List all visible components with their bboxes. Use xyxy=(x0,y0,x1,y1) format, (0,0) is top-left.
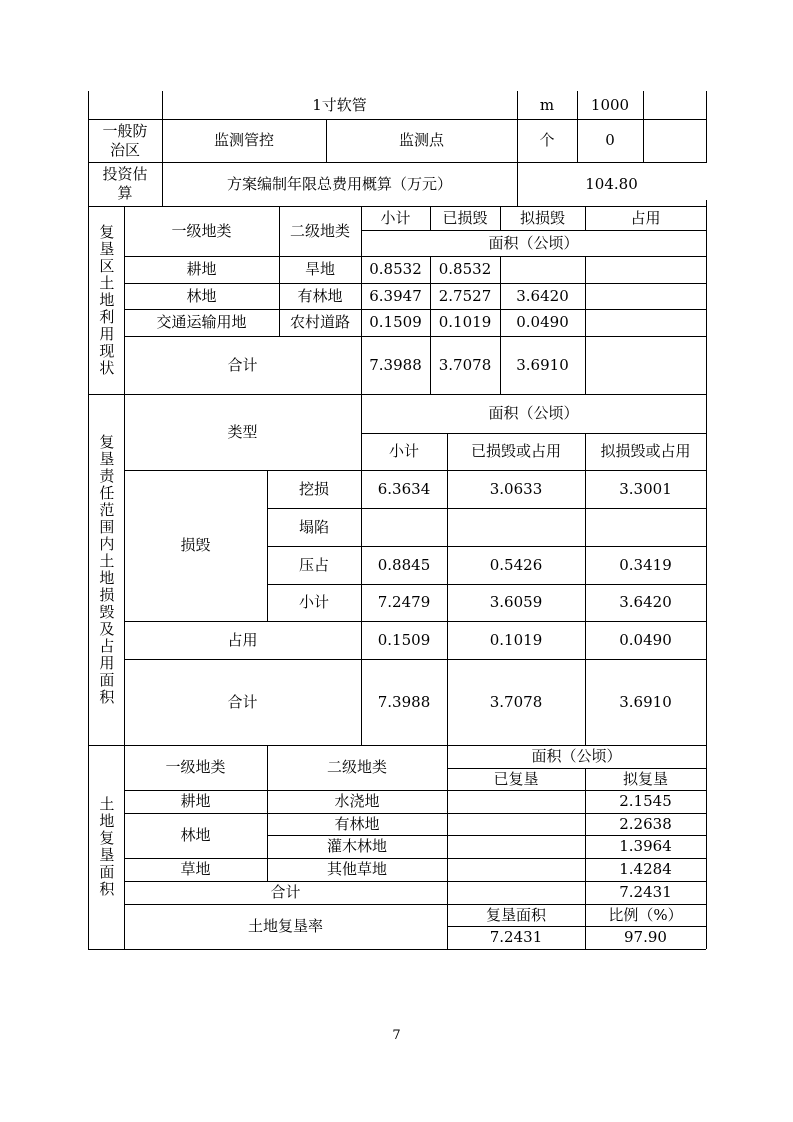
table-cell: 压占 xyxy=(298,555,329,574)
reclaim-rate-area: 7.2431 xyxy=(489,928,543,947)
reclaim-rate-header-area: 复垦面积 xyxy=(485,905,546,924)
reclaim-header-done: 已复垦 xyxy=(493,769,539,788)
table-cell: 林地 xyxy=(186,286,217,305)
reclaim-header-class1: 一级地类 xyxy=(165,758,226,777)
page-number: 7 xyxy=(392,1028,401,1043)
table-cell: 3.7078 xyxy=(438,355,492,374)
top-row1-item: 1寸软管 xyxy=(312,95,367,114)
table-cell: 3.6910 xyxy=(516,355,569,374)
current-header-class2: 二级地类 xyxy=(289,221,350,240)
table-cell: 7.3988 xyxy=(369,355,422,374)
rule xyxy=(643,91,644,162)
table-cell: 3.6910 xyxy=(619,692,672,711)
current-header-damaged: 已损毁 xyxy=(442,208,488,227)
table-cell: 0.1019 xyxy=(438,313,492,332)
damage-header-done: 已损毁或占用 xyxy=(470,442,561,461)
table-cell xyxy=(585,336,706,394)
top-row2-item1: 监测管控 xyxy=(213,131,274,150)
table-cell: 6.3947 xyxy=(369,286,422,305)
reclaim-header-area: 面积（公顷） xyxy=(531,747,622,766)
table-cell: 3.6420 xyxy=(619,593,672,612)
table-cell xyxy=(447,790,585,813)
table-cell: 其他草地 xyxy=(326,860,387,879)
top-row3-item: 方案编制年限总费用概算（万元） xyxy=(226,174,452,193)
top-row1-qty: 1000 xyxy=(590,95,630,114)
current-header-sub: 小计 xyxy=(380,208,411,227)
table-cell: 7.2479 xyxy=(377,593,431,612)
reclaim-rate-ratio: 97.90 xyxy=(624,928,667,947)
damage-header-area: 面积（公顷） xyxy=(488,404,579,423)
top-row2-label: 一般防 治区 xyxy=(102,121,148,159)
table-cell: 耕地 xyxy=(180,792,211,811)
table-cell xyxy=(447,813,585,835)
damage-header-type: 类型 xyxy=(227,422,258,441)
current-header-todamage: 拟损毁 xyxy=(519,208,565,227)
table-cell: 挖损 xyxy=(298,479,329,498)
reclaim-header-class2: 二级地类 xyxy=(326,758,387,777)
reclaim-total-label: 合计 xyxy=(270,883,301,902)
current-total-label: 合计 xyxy=(227,355,258,374)
table-cell: 水浇地 xyxy=(334,792,380,811)
current-header-class1: 一级地类 xyxy=(171,221,232,240)
top-row2-item2: 监测点 xyxy=(398,131,444,150)
reclaim-section-label: 土地复垦面积 xyxy=(97,796,116,898)
table-cell xyxy=(585,508,706,546)
table-cell: 2.1545 xyxy=(619,792,672,811)
table-cell: 0.8532 xyxy=(369,260,422,279)
table-cell: 3.6059 xyxy=(489,593,543,612)
table-cell xyxy=(447,858,585,881)
reclaim-rate-header-ratio: 比例（%） xyxy=(608,905,683,924)
table-cell: 旱地 xyxy=(304,260,335,279)
reclaim-rate-label: 土地复垦率 xyxy=(247,917,323,936)
table-cell: 林地 xyxy=(180,826,211,845)
table-border-right-top xyxy=(706,91,707,163)
table-cell: 耕地 xyxy=(186,260,217,279)
table-cell xyxy=(447,835,585,858)
table-cell: 0.3419 xyxy=(619,555,672,574)
damage-group-label: 损毁 xyxy=(180,536,211,555)
table-cell: 7.2431 xyxy=(619,883,672,902)
table-cell: 3.3001 xyxy=(619,479,672,498)
table-cell xyxy=(500,256,585,283)
table-cell: 有林地 xyxy=(334,814,380,833)
current-section-label: 复垦区土地利用现状 xyxy=(97,223,116,377)
table-cell: 0.8845 xyxy=(377,555,431,574)
table-cell: 2.2638 xyxy=(619,814,672,833)
table-cell xyxy=(585,283,706,309)
current-header-area: 面积（公顷） xyxy=(488,233,579,252)
top-row3-value: 104.80 xyxy=(585,174,638,193)
table-cell: 0.8532 xyxy=(438,260,492,279)
table-cell: 0.1019 xyxy=(489,630,543,649)
table-cell xyxy=(585,256,706,283)
table-cell xyxy=(585,309,706,336)
table-cell: 2.7527 xyxy=(438,286,492,305)
table-cell: 0.1509 xyxy=(377,630,431,649)
table-cell: 3.6420 xyxy=(516,286,569,305)
reclaim-header-todo: 拟复垦 xyxy=(622,769,668,788)
top-row3-label: 投资估 算 xyxy=(102,165,148,202)
top-row2-qty: 0 xyxy=(605,131,615,150)
table-cell: 塌陷 xyxy=(298,517,329,536)
damage-header-sub: 小计 xyxy=(388,442,419,461)
table-cell: 6.3634 xyxy=(377,479,431,498)
table-cell xyxy=(447,508,585,546)
rule xyxy=(88,949,706,950)
table-cell: 1.3964 xyxy=(619,837,672,856)
top-row1-unit: m xyxy=(539,95,555,114)
damage-occupied-label: 占用 xyxy=(227,630,258,649)
table-cell: 0.0490 xyxy=(619,630,672,649)
top-row2-unit: 个 xyxy=(539,131,555,150)
table-cell: 草地 xyxy=(180,860,211,879)
table-cell xyxy=(447,881,585,904)
current-header-occupied: 占用 xyxy=(630,208,661,227)
table-cell: 交通运输用地 xyxy=(156,313,247,332)
table-cell xyxy=(361,508,447,546)
table-cell: 0.0490 xyxy=(516,313,569,332)
table-cell: 农村道路 xyxy=(289,313,350,332)
table-cell: 0.1509 xyxy=(369,313,422,332)
table-cell: 7.3988 xyxy=(377,692,431,711)
table-cell: 灌木林地 xyxy=(326,837,387,856)
table-cell: 3.0633 xyxy=(489,479,543,498)
damage-header-todo: 拟损毁或占用 xyxy=(600,442,691,461)
damage-section-label: 复垦责任范围内土地损毁及占用面积 xyxy=(97,433,116,706)
table-cell: 小计 xyxy=(298,593,329,612)
table-cell: 1.4284 xyxy=(619,860,672,879)
table-cell: 0.5426 xyxy=(489,555,543,574)
damage-total-label: 合计 xyxy=(227,692,258,711)
table-cell: 3.7078 xyxy=(489,692,543,711)
table-cell: 有林地 xyxy=(297,286,343,305)
table-border-right xyxy=(706,200,707,949)
